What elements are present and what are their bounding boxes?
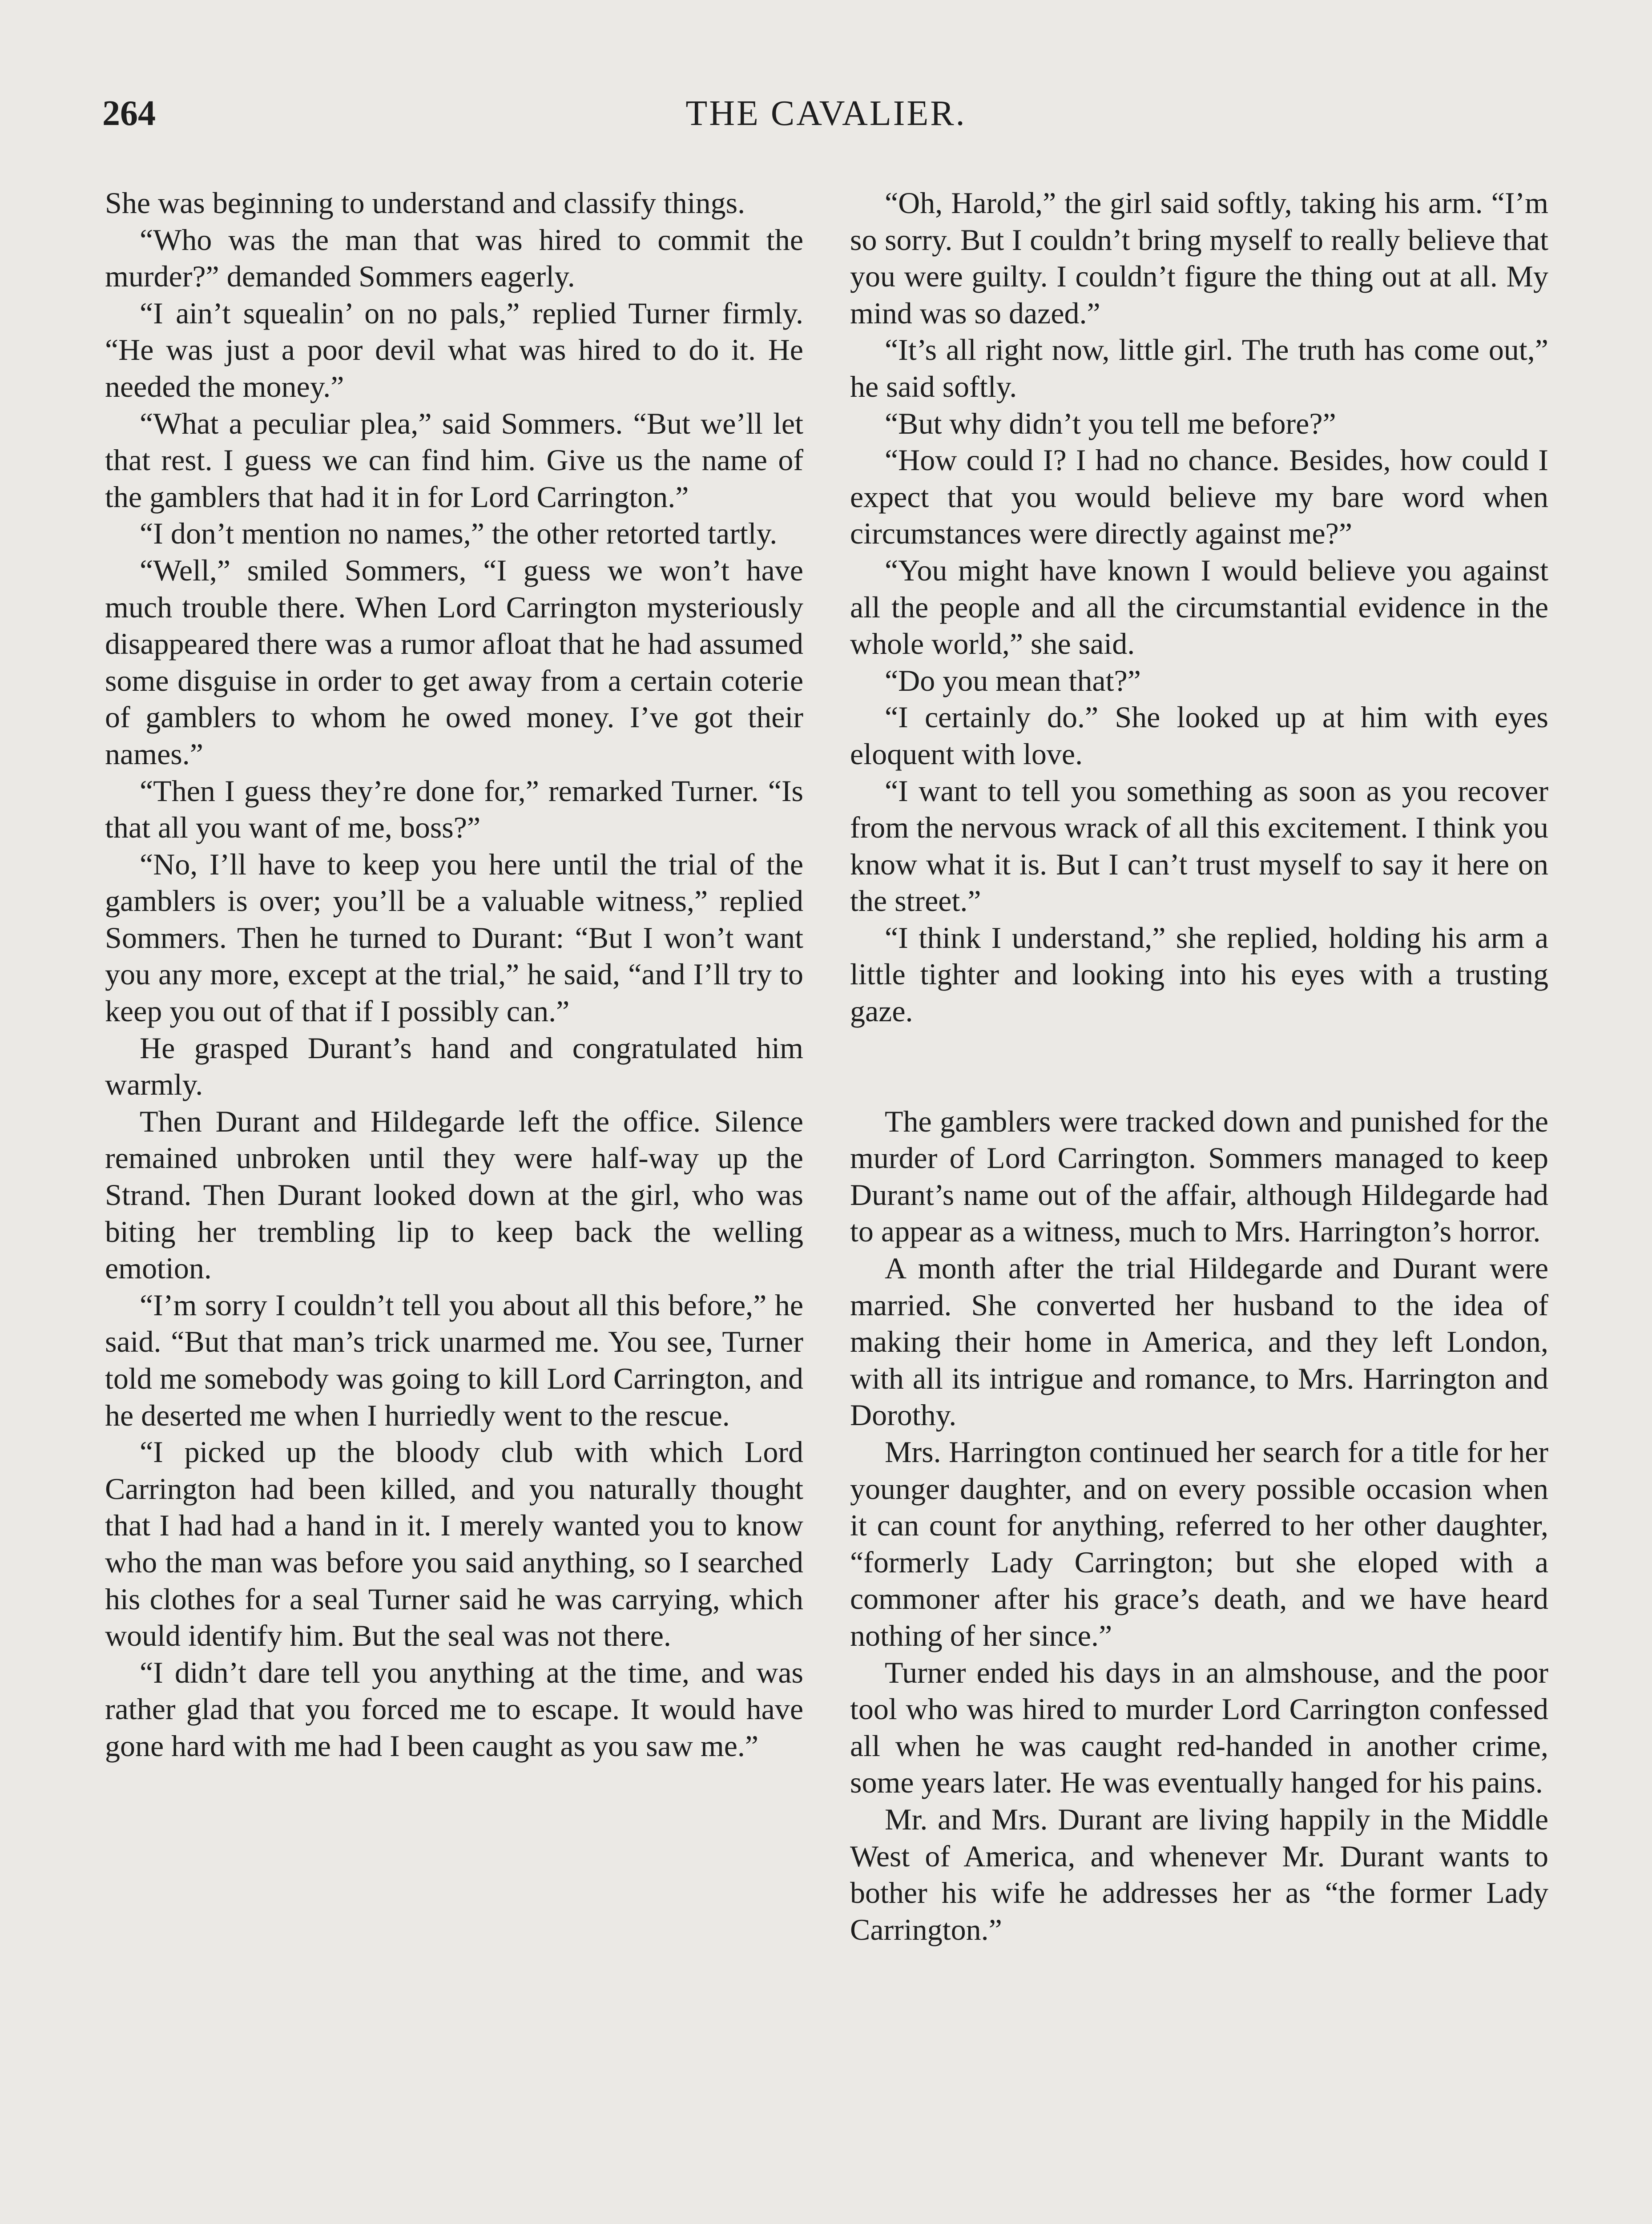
paragraph: Then Durant and Hildegarde left the office. Silence remained unbroken until they were half-way up the Strand. Then Durant looked down at the girl, who was biting her trembling lip to keep back the welling emotion.	[105, 1104, 803, 1285]
paragraph: “I picked up the bloody club with which Lord Carrington had been killed, and you naturally thought that I had had a hand in it. I merely wanted you to know who the man was before you said anything, so I searched his clothes for a seal Turner said he was carrying, which would identify him. But the seal was not there.	[105, 1435, 803, 1653]
paragraph: He grasped Durant’s hand and congratulated him warmly.	[105, 1031, 803, 1102]
paragraph: “I ain’t squealin’ on no pals,” replied Turner firmly. “He was just a poor devil what was hired to do it. He needed the money.”	[105, 296, 803, 403]
paragraph: “You might have known I would believe you against all the people and all the circumstantial evidence in the whole world,” she said.	[850, 553, 1548, 661]
paragraph: The gamblers were tracked down and punished for the murder of Lord Carrington. Sommers managed to keep Durant’s name out of the affair, although Hildegarde had to appear as a witness, much to Mrs. Harrington’s horror.	[850, 1104, 1548, 1249]
left-column	[105, 185, 803, 2224]
paragraph: She was beginning to understand and classify things.	[105, 186, 745, 220]
paragraph: “Do you mean that?”	[885, 663, 1141, 697]
paragraph: “I want to tell you something as soon as you recover from the nervous wrack of all this excitement. I think you know what it is. But I can’t trust myself to say it here on the street.”	[850, 774, 1548, 918]
paragraph: A month after the trial Hildegarde and Durant were married. She converted her husband to the idea of making their home in America, and they left London, with all its intrigue and romance, to Mrs. Harrington and Dorothy.	[850, 1251, 1548, 1432]
paragraph: “Then I guess they’re done for,” remarked Turner. “Is that all you want of me, boss?”	[105, 774, 803, 845]
section-break	[850, 1030, 1548, 1103]
right-column	[850, 185, 1548, 2224]
paragraph: “What a peculiar plea,” said Sommers. “But we’ll let that rest. I guess we can find him. Give us the name of the gamblers that had it in for Lord Carrington.”	[105, 406, 803, 514]
paragraph: “Oh, Harold,” the girl said softly, taking his arm. “I’m so sorry. But I couldn’t bring myself to really believe that you were guilty. I couldn’t figure the thing out at all. My mind was so dazed.”	[850, 186, 1548, 330]
paragraph: “How could I? I had no chance. Besides, how could I expect that you would believe my bare word when circumstances were directly against me?”	[850, 443, 1548, 551]
paragraph: “I certainly do.” She looked up at him with eyes eloquent with love.	[850, 700, 1548, 771]
running-title: THE CAVALIER.	[685, 94, 967, 133]
paragraph: Mr. and Mrs. Durant are living happily in the Middle West of America, and whenever Mr. Durant wants to bother his wife he addresses her as “the former Lady Carrington.”	[850, 1802, 1548, 1946]
paragraph: Mrs. Harrington continued her search for a title for her younger daughter, and on every possible occasion when it can count for anything, referred to her other daughter, “formerly Lady Carrington; but she eloped with a commoner after his grace’s death, and we have heard nothing of her since.”	[850, 1435, 1548, 1652]
page-number: 264	[102, 94, 156, 133]
paragraph: “I didn’t dare tell you anything at the time, and was rather glad that you forced me to escape. It would have gone hard with me had I been caught as you saw me.”	[105, 1655, 803, 1763]
paragraph: “No, I’ll have to keep you here until the trial of the gamblers is over; you’ll be a valuable witness,” replied Sommers. Then he turned to Durant: “But I won’t want you any more, except at the trial,” he said, “and I’ll try to keep you out of that if I possibly can.”	[105, 847, 803, 1028]
paragraph: Turner ended his days in an almshouse, and the poor tool who was hired to murder Lord Carrington confessed all when he was caught red-handed in another crime, some years later. He was eventually hanged for his pains.	[850, 1655, 1548, 1800]
paragraph: “I don’t mention no names,” the other retorted tartly.	[140, 516, 778, 551]
paragraph: “Well,” smiled Sommers, “I guess we won’t have much trouble there. When Lord Carrington mysteriously disappeared there was a rumor afloat that he had assumed some disguise in order to get away from a certain coterie of gamblers to whom he owed money. I’ve got their names.”	[105, 553, 803, 771]
paragraph: “I’m sorry I couldn’t tell you about all this before,” he said. “But that man’s trick unarmed me. You see, Turner told me somebody was going to kill Lord Carrington, and he deserted me when I hurriedly went to the rescue.	[105, 1288, 803, 1432]
paragraph: “I think I understand,” she replied, holding his arm a little tighter and looking into his eyes with a trusting gaze.	[850, 920, 1548, 1028]
text-columns	[105, 185, 1546, 2224]
page-header	[102, 93, 1550, 142]
paragraph: “It’s all right now, little girl. The truth has come out,” he said softly.	[850, 333, 1548, 403]
paragraph: “Who was the man that was hired to commit the murder?” demanded Sommers eagerly.	[105, 222, 803, 294]
paragraph: “But why didn’t you tell me before?”	[885, 406, 1336, 440]
